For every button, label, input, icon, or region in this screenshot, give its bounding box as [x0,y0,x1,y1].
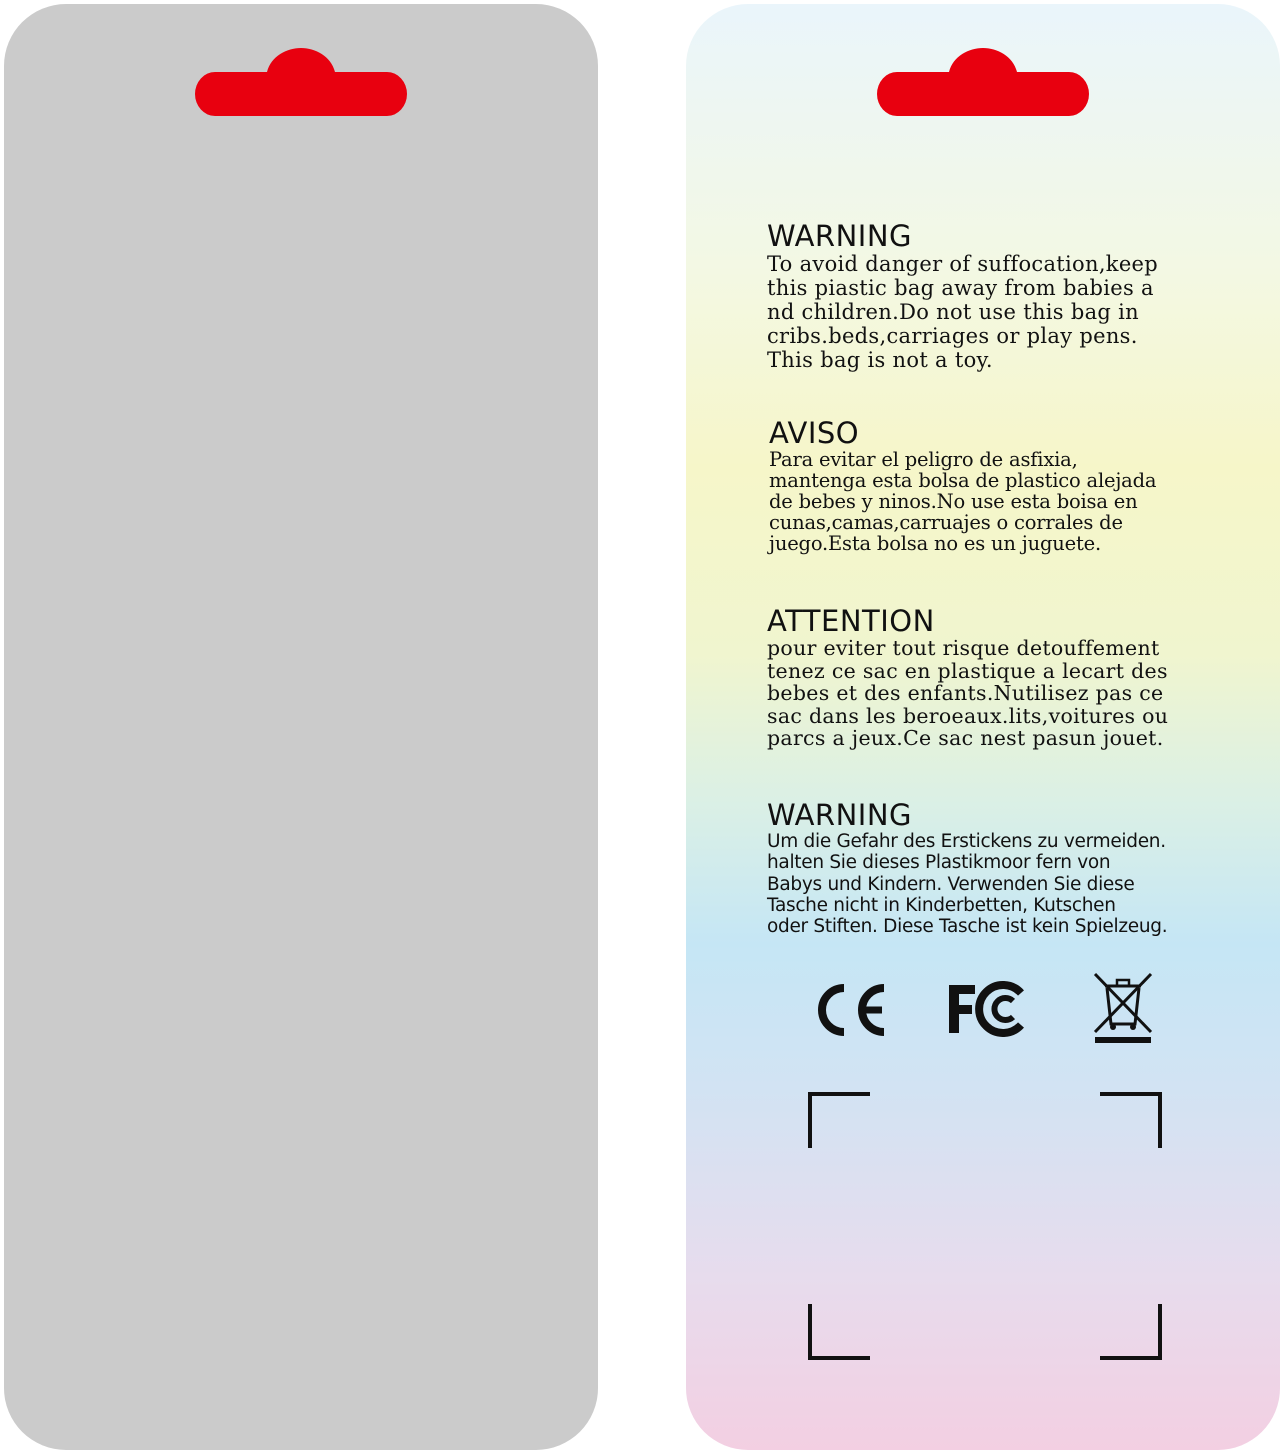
aviso-heading: AVISO [769,416,860,450]
crop-corner-bottom-left [808,1304,870,1360]
attention-french-block [767,605,1227,750]
hang-hole-icon [877,46,1089,116]
warning-line: this piastic bag away from babies a [767,276,1154,300]
warning-german-block [767,799,1227,937]
aviso-text [769,449,1229,554]
aviso-line: Para evitar el peligro de asfixia, [769,448,1078,471]
warning-card-front [686,4,1280,1450]
warning-line: Tasche nicht in Kinderbetten, Kutschen [767,894,1116,916]
warning-line: To avoid danger of suffocation,keep [767,252,1159,276]
fcc-mark-icon [945,981,1027,1041]
attention-line: bebes et des enfants.Nutilisez pas ce [767,681,1164,705]
ce-mark-icon [810,980,890,1044]
aviso-spanish-block [769,417,1229,554]
hang-hole-icon [195,46,407,116]
warning-line: oder Stiften. Diese Tasche ist kein Spielzeug. [767,916,1168,938]
attention-text [767,637,1227,750]
crop-corner-top-right [1100,1092,1162,1148]
attention-line: tenez ce sac en plastique a lecart des [767,658,1168,683]
blank-card-back [4,4,598,1450]
attention-heading: ATTENTION [767,604,935,638]
warning-line: cribs.beds,carriages or play pens. [767,324,1138,348]
warning-heading: WARNING [767,219,912,253]
warning-line: halten Sie dieses Plastikmoor fern von [767,852,1111,874]
aviso-line: cunas,camas,carruajes o corrales de [769,511,1123,534]
warning-text [767,831,1227,937]
warning-line: This bag is not a toy. [767,348,993,372]
weee-crossed-bin-icon [1091,970,1155,1048]
warning-text [767,252,1227,372]
warning-english-block [767,220,1227,372]
aviso-line: mantenga esta bolsa de plastico alejada [769,469,1157,492]
attention-line: pour eviter tout risque detouffement [767,636,1160,660]
attention-line: sac dans les beroeaux.lits,voitures ou [767,703,1169,728]
aviso-line: de bebes y ninos.No use esta boisa en [769,490,1138,513]
crop-corner-top-left [808,1092,870,1148]
warning-line: Um die Gefahr des Erstickens zu vermeiden. [767,831,1166,852]
crop-corner-bottom-right [1100,1304,1162,1360]
attention-line: parcs a jeux.Ce sac nest pasun jouet. [767,726,1164,750]
aviso-line: juego.Esta bolsa no es un juguete. [769,532,1101,555]
warning-heading: WARNING [767,798,912,832]
warning-line: Babys und Kindern. Verwenden Sie diese [767,873,1135,895]
warning-line: nd children.Do not use this bag in [767,300,1139,324]
